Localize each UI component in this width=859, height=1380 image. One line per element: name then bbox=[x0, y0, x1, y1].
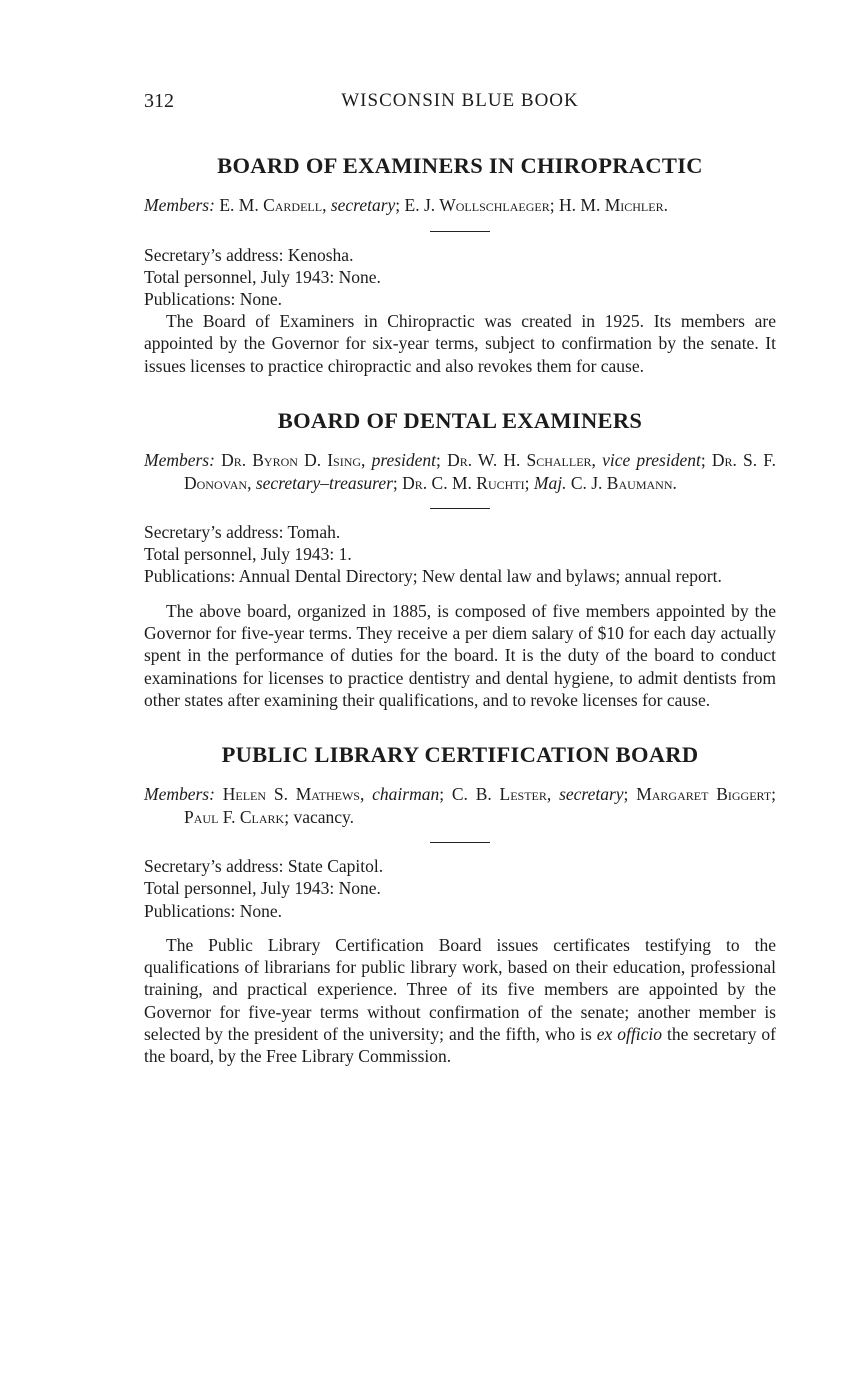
member-name: H. M. Michler bbox=[559, 195, 664, 215]
page-number: 312 bbox=[144, 90, 174, 112]
member-name: C. J. Baumann bbox=[570, 472, 673, 493]
member-name: Paul F. Clark bbox=[184, 806, 285, 827]
section-chiropractic bbox=[144, 152, 776, 377]
member-name: C. B. Lester bbox=[451, 784, 547, 805]
total-personnel: Total personnel, July 1943: None. bbox=[144, 878, 381, 899]
section-dental bbox=[144, 407, 776, 711]
document-page bbox=[144, 86, 776, 1067]
total-personnel: Total personnel, July 1943: 1. bbox=[144, 544, 352, 565]
member-role: secretary–treasurer bbox=[255, 472, 393, 493]
secretary-address: Secretary’s address: Kenosha. bbox=[144, 244, 354, 265]
member-name: E. M. Cardell bbox=[219, 195, 323, 215]
section-title: PUBLIC LIBRARY CERTIFICATION BOARD bbox=[221, 742, 699, 768]
members-list: Members: E. M. Cardell, secretary; E. J. Wollschlaeger; H. M. Michler. bbox=[144, 195, 668, 215]
section-library bbox=[144, 741, 776, 1067]
running-title: WISCONSIN BLUE BOOK bbox=[341, 90, 579, 111]
members-label: Members: bbox=[144, 450, 215, 470]
section-description: The above board, organized in 1885, is composed of five members appointed by the Governor for five-year terms. They receive a per diem salary of $10 for each day actually spent in the performance of duties for the board. It is the duty of the board to conduct examinations for licenses to practice dentistry and dental hygiene, to admit dentists from other states after examining their qualifications, and to revoke licenses for cause. bbox=[144, 600, 776, 710]
member-role: secretary bbox=[559, 784, 624, 805]
section-title: BOARD OF EXAMINERS IN CHIROPRACTIC bbox=[217, 153, 703, 178]
member-name: Dr. W. H. Schaller bbox=[447, 450, 592, 470]
member-name: Dr. S. F. Donovan bbox=[184, 450, 776, 493]
member-role: vice president bbox=[602, 450, 701, 470]
members-label: Members: bbox=[144, 195, 215, 215]
member-name: Dr. Byron D. Ising bbox=[221, 450, 362, 470]
secretary-address: Secretary’s address: State Capitol. bbox=[144, 856, 384, 877]
publications: Publications: Annual Dental Directory; New dental law and bylaws; annual report. bbox=[144, 566, 722, 587]
member-name: Margaret Biggert bbox=[636, 784, 772, 805]
publications: Publications: None. bbox=[144, 900, 283, 921]
section-divider bbox=[430, 508, 490, 509]
running-header bbox=[144, 86, 776, 122]
section-divider bbox=[430, 842, 490, 843]
members-label: Members: bbox=[144, 784, 215, 805]
description-italic: ex officio bbox=[596, 1023, 662, 1044]
publications: Publications: None. bbox=[144, 288, 283, 309]
section-title: BOARD OF DENTAL EXAMINERS bbox=[277, 408, 643, 433]
section-divider bbox=[430, 231, 490, 232]
member-name: Dr. C. M. Ruchti bbox=[402, 472, 525, 493]
member-role: president bbox=[371, 450, 437, 470]
members-list: Members: Helen S. Mathews, chairman; C. B. Lester, secretary; Margaret Biggert; Paul F. Clark; vacancy. bbox=[144, 784, 777, 827]
members-list: Members: Dr. Byron D. Ising, president; Dr. W. H. Schaller, vice president; Dr. S. F. Donovan, secretary–treasurer; Dr. C. M. Ruchti; Maj. C. J. Baumann. bbox=[144, 450, 776, 493]
description-text: The Public Library Certification Board issues certificates testifying to the qualifications of librarians for public library work, based on their education, professional training, and practical experience. Three of its five members are appointed by the Governor for five-year terms without confirmation of the senate; another member is selected by the president of the university; and the fifth, who is bbox=[144, 934, 776, 1044]
member-role: secretary bbox=[330, 195, 396, 215]
member-name: E. J. Wollschlaeger bbox=[404, 195, 550, 215]
description-text-end: the secretary of the board, by the Free Library Commission. bbox=[144, 1023, 776, 1067]
member-name: Helen S. Mathews bbox=[222, 784, 360, 805]
total-personnel: Total personnel, July 1943: None. bbox=[144, 266, 381, 287]
member-vacancy: vacancy bbox=[293, 806, 350, 827]
section-description bbox=[144, 934, 776, 1068]
secretary-address: Secretary’s address: Tomah. bbox=[144, 522, 341, 542]
member-rank: Maj. bbox=[533, 472, 567, 493]
member-role: chairman bbox=[372, 784, 440, 805]
section-description: The Board of Examiners in Chiropractic was created in 1925. Its members are appointed by the Governor for six-year terms, subject to confirmation by the senate. It issues licenses to practice chiropractic and also revokes them for cause. bbox=[144, 311, 776, 376]
